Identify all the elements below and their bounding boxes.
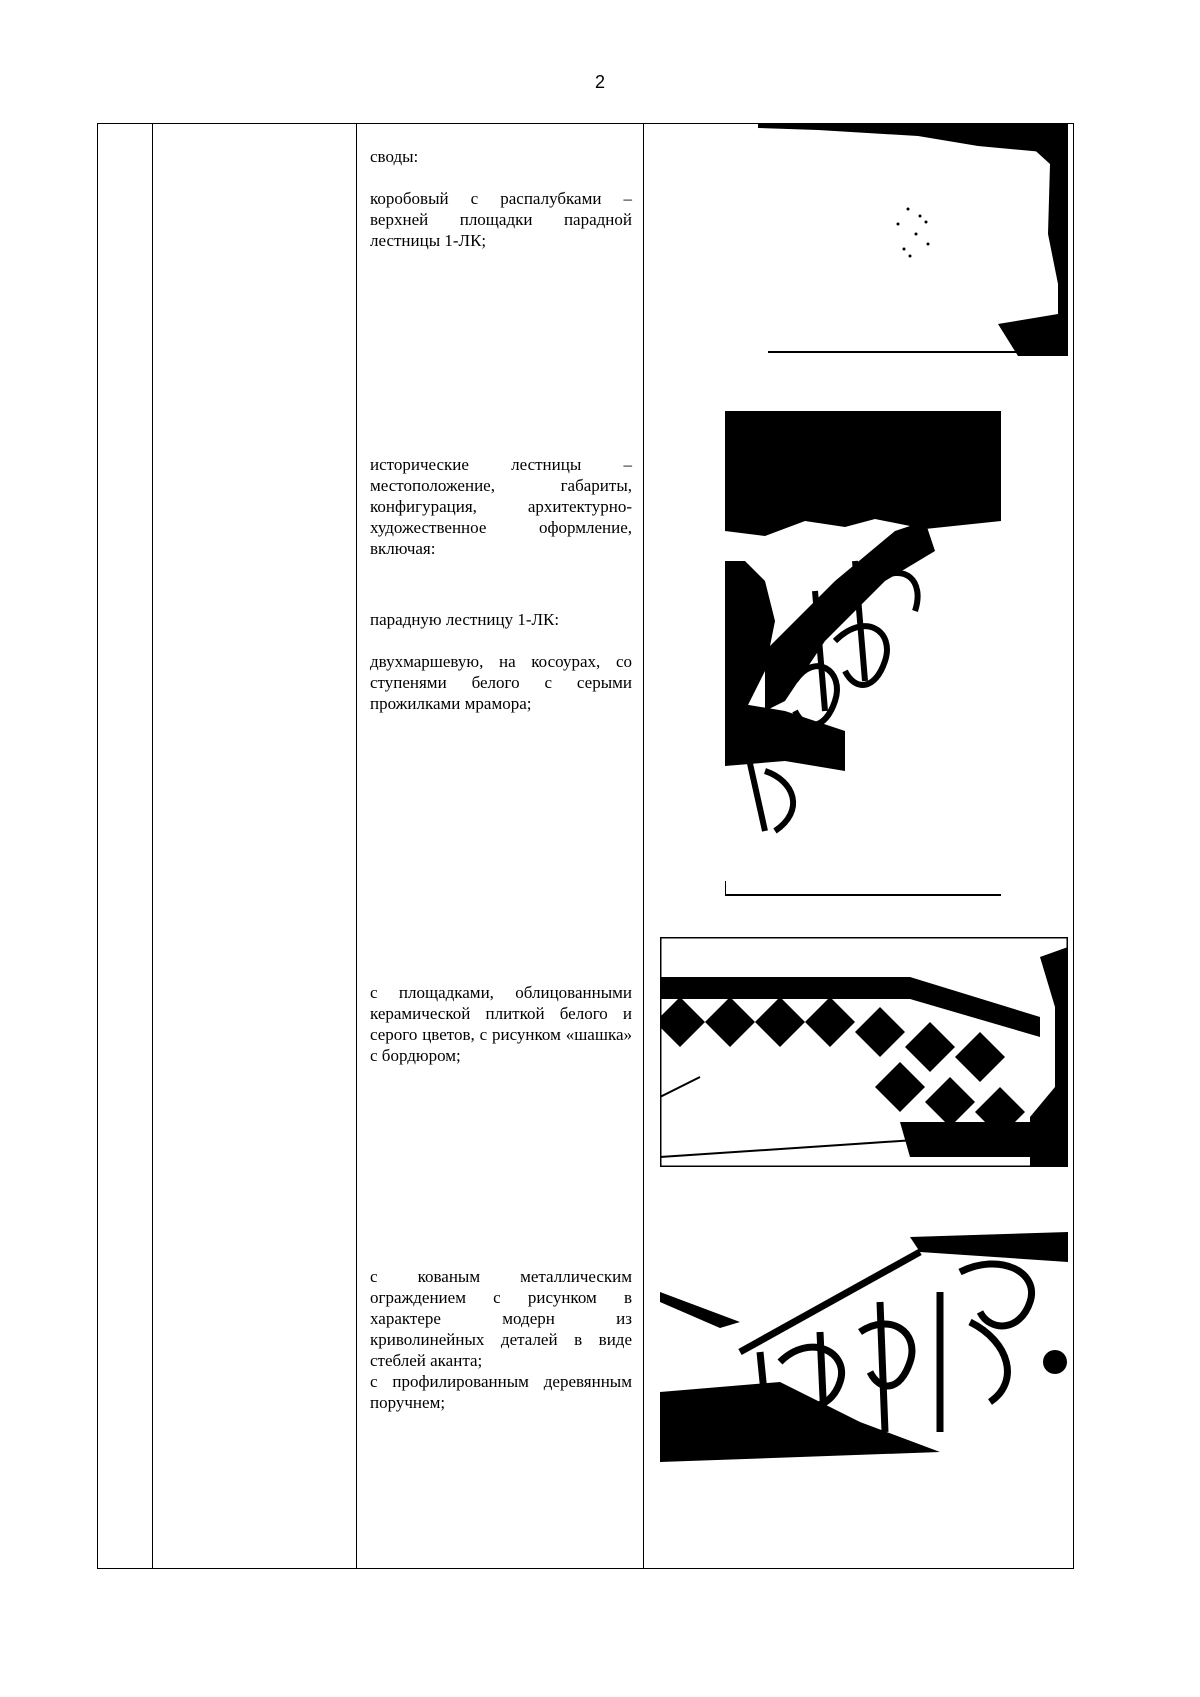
column-divider	[643, 124, 644, 1568]
paragraph: исторические лестницы – местоположение, габариты, конфигурация, архитектурно-художественное оформление, включая:	[370, 455, 632, 558]
paragraph: своды:	[370, 147, 419, 166]
paragraph: двухмаршевую, на косоурах, со ступенями белого с серыми прожилками мрамора;	[370, 652, 632, 713]
row-text-landings	[370, 982, 632, 1066]
vault-photo	[758, 124, 1068, 356]
row-text-railing	[370, 1266, 632, 1413]
paragraph: с площадками, облицованными керамической плиткой белого и серого цветов, с рисунком «шашка» с бордюром;	[370, 983, 632, 1065]
checkered-landing-photo	[660, 937, 1068, 1167]
row-text-staircases	[370, 454, 632, 714]
column-divider	[356, 124, 357, 1568]
paragraph: коробовый с распалубками – верхней площадки парадной лестницы 1-ЛК;	[370, 189, 632, 250]
staircase-photo	[725, 411, 1001, 896]
row-text-vaults	[370, 146, 632, 251]
column-divider	[152, 124, 153, 1568]
paragraph: парадную лестницу 1-ЛК:	[370, 610, 560, 629]
paragraph: с профилированным деревянным поручнем;	[370, 1372, 632, 1412]
page-number: 2	[594, 72, 605, 92]
paragraph: с кованым металлическим ограждением с рисунком в характере модерн из криволинейных деталей в виде стеблей аканта;	[370, 1267, 632, 1370]
railing-photo	[660, 1232, 1068, 1462]
heritage-table	[97, 123, 1074, 1569]
